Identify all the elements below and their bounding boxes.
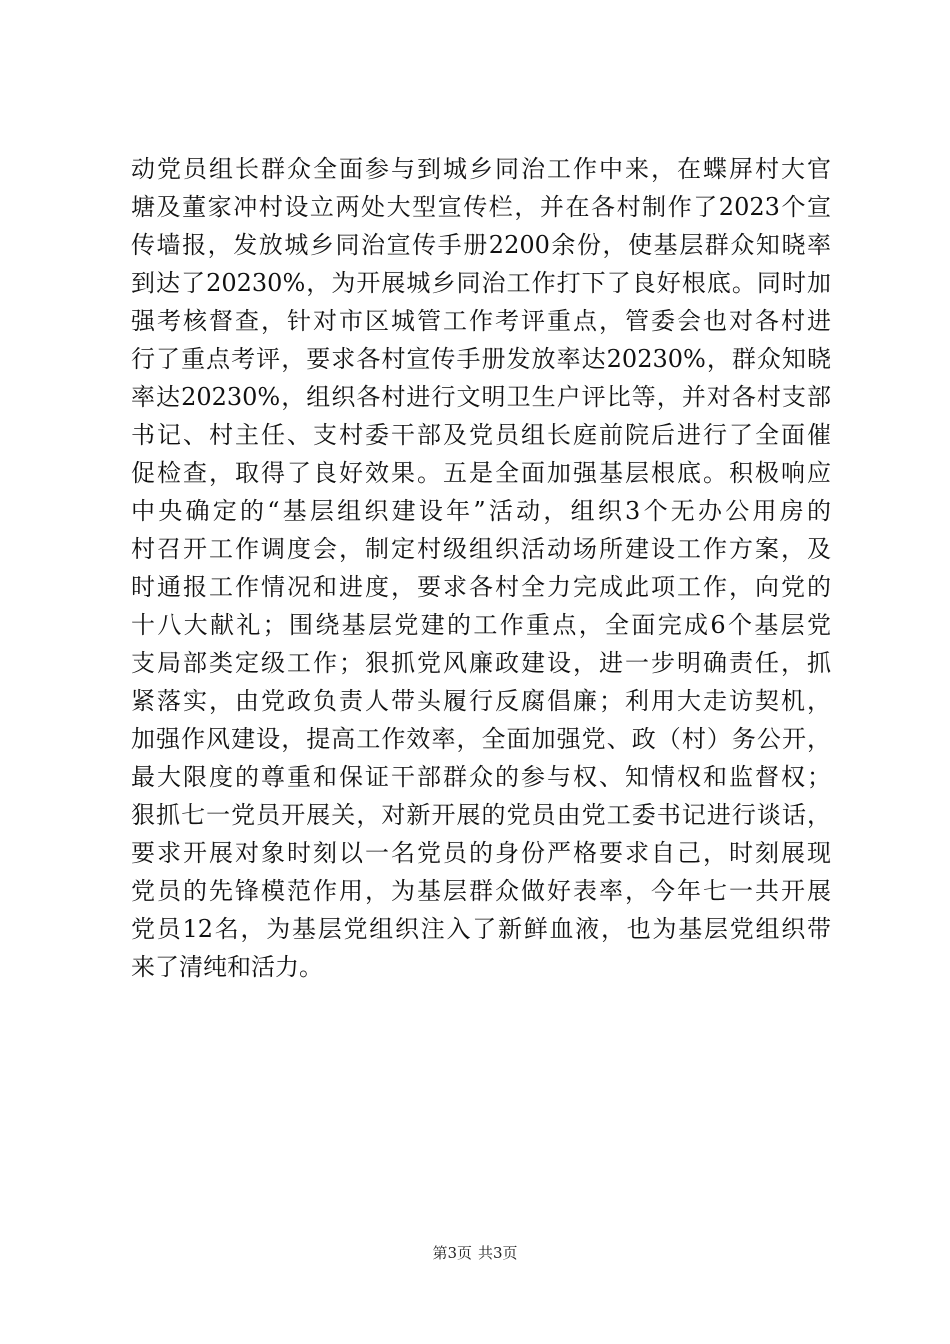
text-line: 最大限度的尊重和保证干部群众的参与权、知情权和监督权； [131,763,831,791]
text-line: 狠抓七一党员开展关，对新开展的党员由党工委书记进行谈话， [131,801,831,829]
text-line: 到达了20230%，为开展城乡同治工作打下了良好根底。同时加 [131,269,831,297]
text-line: 行了重点考评，要求各村宣传手册发放率达20230%，群众知晓 [131,345,831,373]
body-paragraph [131,150,831,986]
text-line: 时通报工作情况和进度，要求各村全力完成此项工作，向党的 [131,573,831,601]
text-line: 紧落实，由党政负责人带头履行反腐倡廉；利用大走访契机， [131,687,831,715]
text-line: 塘及董家冲村设立两处大型宣传栏，并在各村制作了2023个宣 [131,193,831,221]
text-line: 村召开工作调度会，制定村级组织活动场所建设工作方案，及 [131,535,831,563]
page-total: 共3页 [478,1244,518,1262]
text-line: 要求开展对象时刻以一名党员的身份严格要求自己，时刻展现 [131,839,831,867]
text-line: 书记、村主任、支村委干部及党员组长庭前院后进行了全面催 [131,421,831,449]
text-line: 中央确定的“基层组织建设年”活动，组织3个无办公用房的 [131,497,831,525]
text-line: 来了清纯和活力。 [131,953,323,981]
text-line: 加强作风建设，提高工作效率，全面加强党、政（村）务公开， [131,725,831,753]
text-line: 党员的先锋模范作用，为基层群众做好表率，今年七一共开展 [131,877,831,905]
text-line: 传墙报，发放城乡同治宣传手册2200余份，使基层群众知晓率 [131,231,831,259]
text-line: 党员12名，为基层党组织注入了新鲜血液，也为基层党组织带 [131,915,831,943]
page-footer [0,1243,950,1263]
page-number: 第3页 [432,1244,472,1262]
text-line: 率达20230%，组织各村进行文明卫生户评比等，并对各村支部 [131,383,831,411]
text-line: 促检查，取得了良好效果。五是全面加强基层根底。积极响应 [131,459,831,487]
text-line: 支局部类定级工作；狠抓党风廉政建设，进一步明确责任，抓 [131,649,831,677]
text-line: 动党员组长群众全面参与到城乡同治工作中来，在蝶屏村大官 [131,155,831,183]
text-line: 强考核督查，针对市区城管工作考评重点，管委会也对各村进 [131,307,831,335]
text-line: 十八大献礼；围绕基层党建的工作重点，全面完成6个基层党 [131,611,831,639]
